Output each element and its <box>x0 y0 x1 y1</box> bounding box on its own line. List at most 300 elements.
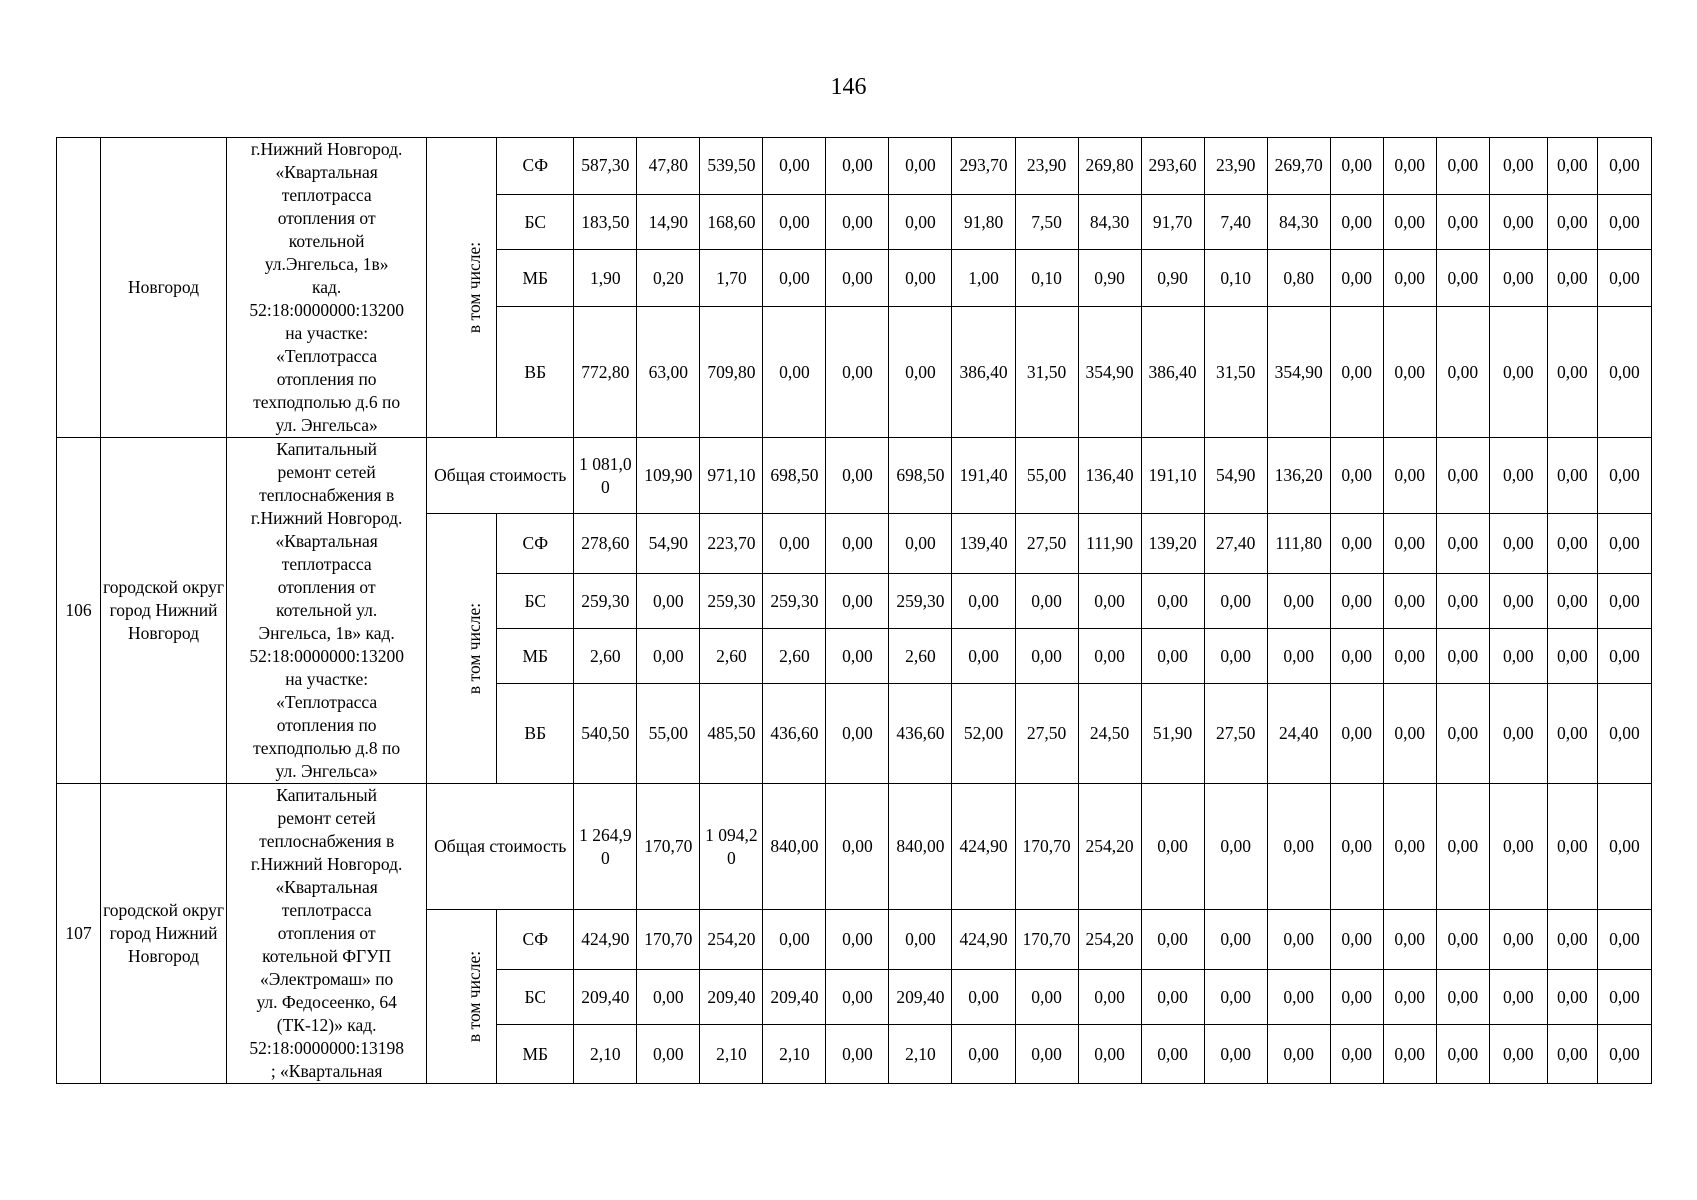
value-cell: 386,40 <box>952 307 1015 438</box>
value-cell: 0,00 <box>1330 784 1383 910</box>
object-line: г.Нижний Новгород. <box>250 508 403 528</box>
value-cell: 436,60 <box>763 684 826 784</box>
value-cell: 0,00 <box>1383 784 1436 910</box>
value-cell: 0,00 <box>1489 629 1547 684</box>
value-cell: 0,00 <box>826 514 889 574</box>
value-cell: 0,00 <box>1489 684 1547 784</box>
value-cell: 269,70 <box>1267 138 1330 195</box>
value-cell: 51,90 <box>1141 684 1204 784</box>
value-cell: 971,10 <box>700 438 763 514</box>
value-cell: 0,00 <box>1489 307 1547 438</box>
value-cell: 840,00 <box>889 784 952 910</box>
value-cell: 2,60 <box>700 629 763 684</box>
object-line: «Теплотрасса <box>276 346 378 366</box>
table-row <box>57 138 1652 195</box>
value-cell: 0,00 <box>1330 438 1383 514</box>
table-row <box>57 784 1652 910</box>
value-cell: 0,00 <box>1330 1025 1383 1084</box>
value-cell: 0,00 <box>1547 438 1597 514</box>
value-cell: 0,00 <box>1383 684 1436 784</box>
value-cell: 0,00 <box>1597 784 1651 910</box>
table-row <box>57 438 1652 514</box>
value-cell: 2,10 <box>889 1025 952 1084</box>
including-text: в том числе: <box>464 602 485 695</box>
value-cell: 14,90 <box>637 194 700 250</box>
value-cell: 0,90 <box>1141 250 1204 307</box>
value-cell: 0,00 <box>1436 910 1489 970</box>
value-cell: 84,30 <box>1078 194 1141 250</box>
value-cell: 386,40 <box>1141 307 1204 438</box>
value-cell: 0,00 <box>1141 629 1204 684</box>
value-cell: 0,00 <box>1204 970 1267 1025</box>
value-cell: 0,00 <box>1597 194 1651 250</box>
municipality: Новгород <box>101 138 227 438</box>
value-cell: 0,00 <box>1204 910 1267 970</box>
value-cell: 0,00 <box>826 438 889 514</box>
value-cell: 0,00 <box>1436 138 1489 195</box>
object-line: ул. Энгельса» <box>275 761 378 781</box>
value-cell: 0,00 <box>826 250 889 307</box>
object-line: «Теплотрасса <box>276 692 378 712</box>
value-cell: 0,00 <box>1489 194 1547 250</box>
value-cell: 136,20 <box>1267 438 1330 514</box>
object-line: котельной ул. <box>276 600 378 620</box>
value-cell: 254,20 <box>1078 910 1141 970</box>
funding-source-code: СФ <box>497 514 574 574</box>
value-cell: 0,80 <box>1267 250 1330 307</box>
object-line: Капитальный <box>276 785 377 805</box>
value-cell: 709,80 <box>700 307 763 438</box>
value-cell: 0,00 <box>1267 629 1330 684</box>
value-cell: 27,40 <box>1204 514 1267 574</box>
value-cell: 2,10 <box>700 1025 763 1084</box>
value-cell: 23,90 <box>1015 138 1078 195</box>
value-cell: 54,90 <box>637 514 700 574</box>
value-cell: 0,00 <box>1436 514 1489 574</box>
value-cell: 0,00 <box>1436 970 1489 1025</box>
value-cell: 0,00 <box>1383 910 1436 970</box>
value-cell: 0,00 <box>1383 1025 1436 1084</box>
value-cell: 0,00 <box>1383 138 1436 195</box>
value-cell: 0,00 <box>889 910 952 970</box>
value-cell: 0,00 <box>763 138 826 195</box>
value-cell: 0,00 <box>1547 250 1597 307</box>
value-cell: 0,00 <box>1267 784 1330 910</box>
value-cell: 0,00 <box>763 307 826 438</box>
value-cell: 0,00 <box>1436 629 1489 684</box>
value-cell: 539,50 <box>700 138 763 195</box>
value-cell: 0,00 <box>763 910 826 970</box>
value-cell: 0,00 <box>1383 574 1436 629</box>
object-line: теплоснабжения в <box>259 485 395 505</box>
value-cell: 0,00 <box>1141 784 1204 910</box>
funding-source-code: МБ <box>497 629 574 684</box>
row-number: 106 <box>57 438 101 784</box>
value-cell: 0,00 <box>1383 194 1436 250</box>
value-cell: 23,90 <box>1204 138 1267 195</box>
funding-source-code: МБ <box>497 1025 574 1084</box>
value-cell: 698,50 <box>889 438 952 514</box>
funding-source-code: СФ <box>497 910 574 970</box>
including-label <box>427 910 497 1084</box>
value-cell: 170,70 <box>1015 784 1078 910</box>
value-cell: 0,00 <box>1489 438 1547 514</box>
value-cell: 354,90 <box>1267 307 1330 438</box>
value-cell: 293,70 <box>952 138 1015 195</box>
object-line: г.Нижний Новгород. <box>250 139 403 159</box>
including-label <box>427 514 497 784</box>
value-cell: 0,00 <box>1330 574 1383 629</box>
value-cell: 0,00 <box>1547 514 1597 574</box>
object-line: отопления по <box>276 369 377 389</box>
value-cell: 424,90 <box>574 910 637 970</box>
funding-source-code: БС <box>497 970 574 1025</box>
value-cell: 0,00 <box>1547 1025 1597 1084</box>
value-cell: 1,70 <box>700 250 763 307</box>
object-line: ул. Федосеенко, 64 <box>256 992 397 1012</box>
value-cell: 0,00 <box>1078 1025 1141 1084</box>
value-cell: 0,00 <box>637 629 700 684</box>
value-cell: 0,00 <box>1383 307 1436 438</box>
object-line: Капитальный <box>276 439 377 459</box>
value-cell: 772,80 <box>574 307 637 438</box>
value-cell: 168,60 <box>700 194 763 250</box>
value-cell: 223,70 <box>700 514 763 574</box>
object-line: ул.Энгельса, 1в» <box>264 254 389 274</box>
object-line: 52:18:0000000:13200 <box>249 646 404 666</box>
including-text: в том числе: <box>464 950 485 1043</box>
object-line: теплотрасса <box>281 554 372 574</box>
value-cell: 0,00 <box>889 138 952 195</box>
value-cell: 139,40 <box>952 514 1015 574</box>
value-cell: 0,00 <box>1547 970 1597 1025</box>
value-cell: 63,00 <box>637 307 700 438</box>
value-cell: 0,00 <box>1330 514 1383 574</box>
value-cell: 0,00 <box>1330 250 1383 307</box>
value-cell: 0,00 <box>1436 194 1489 250</box>
page-number: 146 <box>830 74 867 100</box>
value-cell: 0,00 <box>952 1025 1015 1084</box>
value-cell: 191,40 <box>952 438 1015 514</box>
value-cell: 183,50 <box>574 194 637 250</box>
municipality: городской округ город Нижний Новгород <box>101 438 227 784</box>
value-cell: 91,80 <box>952 194 1015 250</box>
object-line: г.Нижний Новгород. <box>250 854 403 874</box>
value-cell: 0,00 <box>1078 574 1141 629</box>
value-cell: 0,00 <box>1141 1025 1204 1084</box>
value-cell: 293,60 <box>1141 138 1204 195</box>
value-cell: 1 081,00 <box>574 438 637 514</box>
object-line: теплотрасса <box>281 185 372 205</box>
object-line: отопления от <box>277 923 376 943</box>
total-label: Общая стоимость <box>427 438 574 514</box>
value-cell: 2,60 <box>574 629 637 684</box>
value-cell: 0,00 <box>1436 784 1489 910</box>
value-cell: 0,00 <box>1547 784 1597 910</box>
value-cell: 0,00 <box>1078 970 1141 1025</box>
value-cell: 840,00 <box>763 784 826 910</box>
value-cell: 1 094,20 <box>700 784 763 910</box>
value-cell: 209,40 <box>574 970 637 1025</box>
value-cell: 7,50 <box>1015 194 1078 250</box>
object-line: «Электромаш» по <box>260 969 394 989</box>
value-cell: 47,80 <box>637 138 700 195</box>
value-cell: 0,00 <box>1267 910 1330 970</box>
value-cell: 0,00 <box>1330 629 1383 684</box>
value-cell: 7,40 <box>1204 194 1267 250</box>
object-description <box>227 438 427 784</box>
value-cell: 191,10 <box>1141 438 1204 514</box>
value-cell: 259,30 <box>763 574 826 629</box>
funding-source-code: МБ <box>497 250 574 307</box>
value-cell: 0,00 <box>826 684 889 784</box>
value-cell: 0,00 <box>1204 784 1267 910</box>
value-cell: 0,00 <box>1436 438 1489 514</box>
value-cell: 0,00 <box>1330 194 1383 250</box>
value-cell: 27,50 <box>1204 684 1267 784</box>
value-cell: 111,90 <box>1078 514 1141 574</box>
value-cell: 170,70 <box>1015 910 1078 970</box>
value-cell: 27,50 <box>1015 514 1078 574</box>
value-cell: 0,10 <box>1015 250 1078 307</box>
value-cell: 0,00 <box>826 194 889 250</box>
value-cell: 0,00 <box>1383 629 1436 684</box>
value-cell: 0,00 <box>1547 684 1597 784</box>
value-cell: 0,00 <box>1489 514 1547 574</box>
value-cell: 2,10 <box>574 1025 637 1084</box>
value-cell: 0,00 <box>826 784 889 910</box>
value-cell: 0,00 <box>1547 629 1597 684</box>
value-cell: 0,00 <box>826 970 889 1025</box>
value-cell: 0,00 <box>1489 250 1547 307</box>
value-cell: 55,00 <box>1015 438 1078 514</box>
value-cell: 0,00 <box>1547 910 1597 970</box>
value-cell: 0,00 <box>763 250 826 307</box>
value-cell: 0,00 <box>637 1025 700 1084</box>
funding-source-code: СФ <box>497 138 574 195</box>
value-cell: 0,00 <box>1141 970 1204 1025</box>
value-cell: 354,90 <box>1078 307 1141 438</box>
value-cell: 91,70 <box>1141 194 1204 250</box>
value-cell: 55,00 <box>637 684 700 784</box>
value-cell: 0,00 <box>1597 629 1651 684</box>
value-cell: 436,60 <box>889 684 952 784</box>
value-cell: 259,30 <box>700 574 763 629</box>
value-cell: 0,00 <box>1383 438 1436 514</box>
object-line: ; «Квартальная <box>270 1061 383 1081</box>
value-cell: 0,00 <box>1547 574 1597 629</box>
value-cell: 0,00 <box>1597 438 1651 514</box>
object-line: «Квартальная <box>275 531 378 551</box>
value-cell: 24,40 <box>1267 684 1330 784</box>
value-cell: 0,90 <box>1078 250 1141 307</box>
funding-source-code: ВБ <box>497 684 574 784</box>
object-line: котельной <box>288 231 365 251</box>
value-cell: 170,70 <box>637 910 700 970</box>
value-cell: 0,00 <box>1597 684 1651 784</box>
value-cell: 0,00 <box>763 194 826 250</box>
object-line: ул. Энгельса» <box>275 415 378 435</box>
value-cell: 1,00 <box>952 250 1015 307</box>
value-cell: 0,00 <box>1489 138 1547 195</box>
value-cell: 0,00 <box>763 514 826 574</box>
row-number <box>57 138 101 438</box>
value-cell: 0,00 <box>1597 970 1651 1025</box>
value-cell: 0,00 <box>826 910 889 970</box>
value-cell: 259,30 <box>889 574 952 629</box>
value-cell: 209,40 <box>889 970 952 1025</box>
value-cell: 698,50 <box>763 438 826 514</box>
value-cell: 111,80 <box>1267 514 1330 574</box>
value-cell: 209,40 <box>700 970 763 1025</box>
value-cell: 0,00 <box>1489 910 1547 970</box>
value-cell: 27,50 <box>1015 684 1078 784</box>
object-line: 52:18:0000000:13198 <box>249 1038 404 1058</box>
value-cell: 0,00 <box>1267 970 1330 1025</box>
value-cell: 0,00 <box>1330 684 1383 784</box>
value-cell: 0,00 <box>1489 970 1547 1025</box>
value-cell: 0,00 <box>1330 970 1383 1025</box>
object-line: ремонт сетей <box>277 808 376 828</box>
value-cell: 0,00 <box>1597 910 1651 970</box>
including-text: в том числе: <box>464 241 485 334</box>
value-cell: 0,00 <box>1330 910 1383 970</box>
value-cell: 2,60 <box>889 629 952 684</box>
value-cell: 259,30 <box>574 574 637 629</box>
value-cell: 0,00 <box>1597 574 1651 629</box>
value-cell: 2,60 <box>763 629 826 684</box>
value-cell: 254,20 <box>700 910 763 970</box>
value-cell: 0,00 <box>1204 1025 1267 1084</box>
funding-source-code: ВБ <box>497 307 574 438</box>
object-line: теплотрасса <box>281 900 372 920</box>
value-cell: 136,40 <box>1078 438 1141 514</box>
table-body <box>57 138 1652 1084</box>
value-cell: 540,50 <box>574 684 637 784</box>
value-cell: 0,00 <box>1547 307 1597 438</box>
value-cell: 1 264,90 <box>574 784 637 910</box>
value-cell: 0,00 <box>1078 629 1141 684</box>
value-cell: 0,00 <box>889 514 952 574</box>
value-cell: 0,00 <box>1015 574 1078 629</box>
object-line: котельной ФГУП <box>262 946 392 966</box>
value-cell: 0,00 <box>1015 970 1078 1025</box>
value-cell: 0,00 <box>1267 1025 1330 1084</box>
funding-source-code: БС <box>497 194 574 250</box>
value-cell: 0,00 <box>1436 250 1489 307</box>
value-cell: 52,00 <box>952 684 1015 784</box>
value-cell: 0,00 <box>952 574 1015 629</box>
object-description <box>227 138 427 438</box>
value-cell: 0,20 <box>637 250 700 307</box>
object-line: техподполью д.8 по <box>253 738 401 758</box>
object-line: ремонт сетей <box>277 462 376 482</box>
value-cell: 0,00 <box>1015 1025 1078 1084</box>
object-line: «Квартальная <box>275 162 378 182</box>
value-cell: 0,00 <box>1489 574 1547 629</box>
value-cell: 0,00 <box>637 574 700 629</box>
value-cell: 269,80 <box>1078 138 1141 195</box>
value-cell: 0,00 <box>1204 574 1267 629</box>
object-line: на участке: <box>285 323 369 343</box>
value-cell: 0,00 <box>1436 574 1489 629</box>
value-cell: 31,50 <box>1204 307 1267 438</box>
object-line: техподполью д.6 по <box>253 392 401 412</box>
value-cell: 0,00 <box>1141 574 1204 629</box>
value-cell: 0,00 <box>826 574 889 629</box>
value-cell: 485,50 <box>700 684 763 784</box>
value-cell: 24,50 <box>1078 684 1141 784</box>
object-line: Энгельса, 1в» кад. <box>258 623 395 643</box>
value-cell: 139,20 <box>1141 514 1204 574</box>
object-line: «Квартальная <box>275 877 378 897</box>
value-cell: 0,00 <box>889 307 952 438</box>
value-cell: 0,00 <box>1547 138 1597 195</box>
value-cell: 0,00 <box>1489 784 1547 910</box>
value-cell: 0,00 <box>1597 307 1651 438</box>
value-cell: 0,00 <box>637 970 700 1025</box>
value-cell: 0,00 <box>1489 1025 1547 1084</box>
value-cell: 278,60 <box>574 514 637 574</box>
value-cell: 0,00 <box>1436 684 1489 784</box>
value-cell: 2,10 <box>763 1025 826 1084</box>
funding-source-code: БС <box>497 574 574 629</box>
value-cell: 209,40 <box>763 970 826 1025</box>
total-label: Общая стоимость <box>427 784 574 910</box>
value-cell: 0,00 <box>826 138 889 195</box>
object-line: кад. <box>312 277 342 297</box>
value-cell: 0,00 <box>1383 970 1436 1025</box>
object-line: отопления от <box>277 577 376 597</box>
value-cell: 0,00 <box>826 1025 889 1084</box>
value-cell: 0,00 <box>1204 629 1267 684</box>
value-cell: 0,00 <box>889 194 952 250</box>
value-cell: 84,30 <box>1267 194 1330 250</box>
value-cell: 587,30 <box>574 138 637 195</box>
value-cell: 0,00 <box>952 970 1015 1025</box>
value-cell: 0,00 <box>1597 514 1651 574</box>
value-cell: 0,00 <box>1383 514 1436 574</box>
value-cell: 0,00 <box>1547 194 1597 250</box>
value-cell: 0,00 <box>952 629 1015 684</box>
value-cell: 0,00 <box>1015 629 1078 684</box>
object-description <box>227 784 427 1084</box>
value-cell: 0,00 <box>1597 250 1651 307</box>
value-cell: 0,00 <box>1330 307 1383 438</box>
value-cell: 54,90 <box>1204 438 1267 514</box>
object-line: отопления от <box>277 208 376 228</box>
value-cell: 424,90 <box>952 784 1015 910</box>
value-cell: 0,00 <box>1330 138 1383 195</box>
value-cell: 0,00 <box>889 250 952 307</box>
value-cell: 0,00 <box>1383 250 1436 307</box>
value-cell: 424,90 <box>952 910 1015 970</box>
value-cell: 0,00 <box>1597 138 1651 195</box>
municipality: городской округ город Нижний Новгород <box>101 784 227 1084</box>
object-line: 52:18:0000000:13200 <box>249 300 404 320</box>
value-cell: 0,00 <box>1267 574 1330 629</box>
row-number: 107 <box>57 784 101 1084</box>
value-cell: 0,00 <box>1597 1025 1651 1084</box>
including-label <box>427 138 497 438</box>
value-cell: 170,70 <box>637 784 700 910</box>
financing-table <box>56 137 1652 1084</box>
value-cell: 109,90 <box>637 438 700 514</box>
value-cell: 31,50 <box>1015 307 1078 438</box>
object-line: (ТК-12)» кад. <box>276 1015 377 1035</box>
value-cell: 0,00 <box>1436 307 1489 438</box>
object-line: отопления по <box>276 715 377 735</box>
